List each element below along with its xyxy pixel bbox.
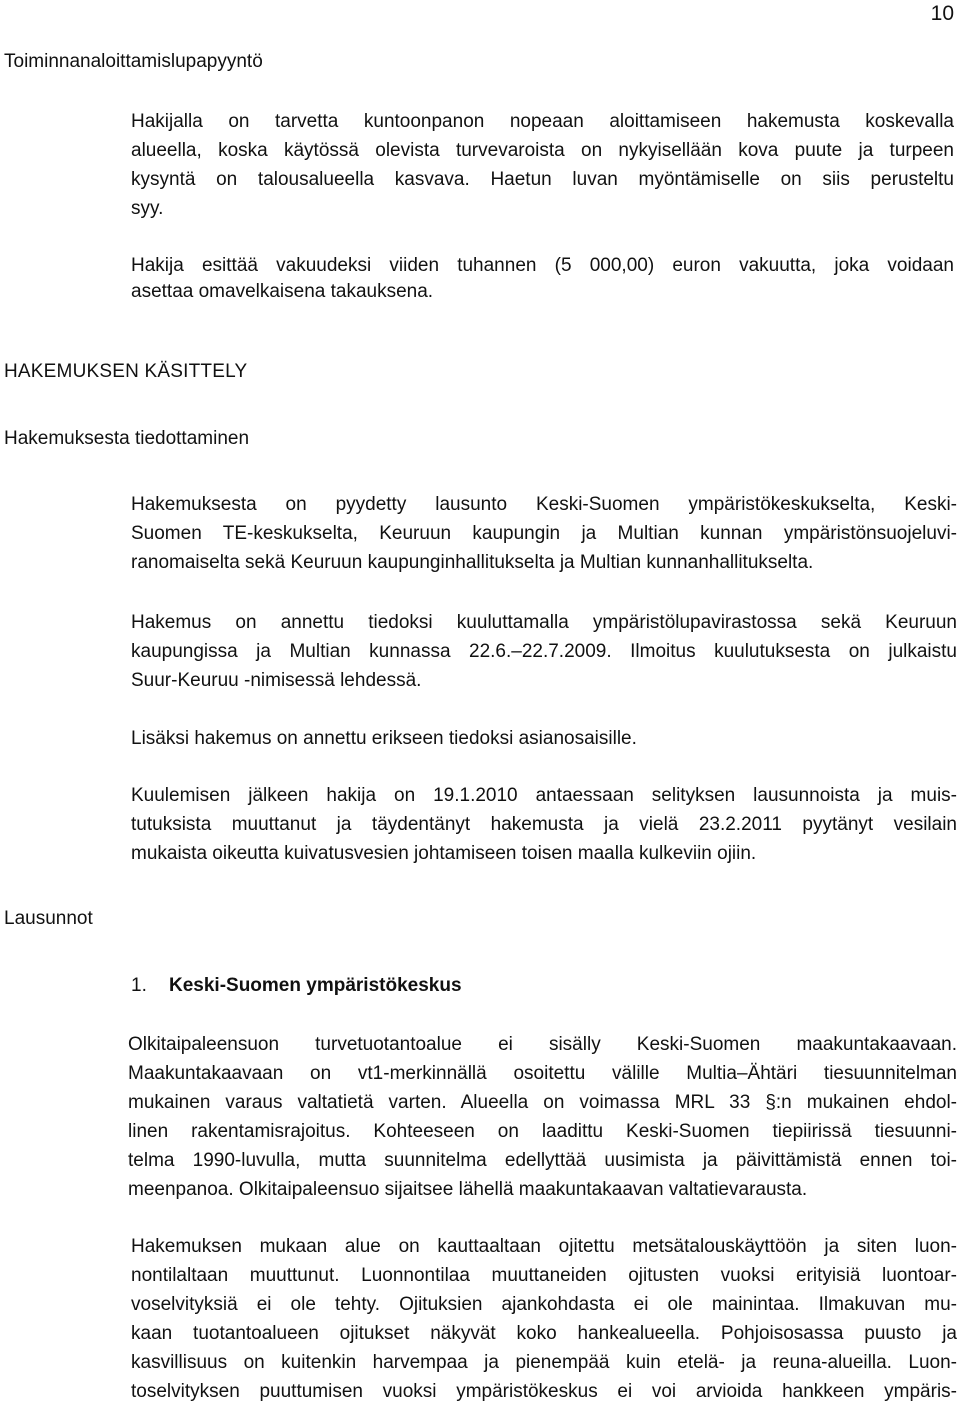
text-line: kasvillisuus on kuitenkin harvempaa ja pienempää kuin etelä- ja reuna-alueilla. Luon- <box>131 1352 957 1373</box>
text-line: Hakijalla on tarvetta kuntoonpanon nopeaan aloittamiseen hakemusta koskevalla <box>131 111 954 132</box>
text-line: kaupungissa ja Multian kunnassa 22.6.–22.7.2009. Ilmoitus kuulutuksesta on julkaistu <box>131 641 957 662</box>
text-line: Kuulemisen jälkeen hakija on 19.1.2010 antaessaan selityksen lausunnoista ja muis- <box>131 785 957 806</box>
text-line: mukainen varaus valtatietä varten. Alueella on voimassa MRL 33 §:n mukainen ehdol- <box>128 1092 957 1113</box>
subheading-notification: Hakemuksesta tiedottaminen <box>4 428 250 449</box>
heading-processing: HAKEMUKSEN KÄSITTELY <box>4 361 248 382</box>
text-line: Suur-Keuruu -nimisessä lehdessä. <box>131 670 422 691</box>
text-line: mukaista oikeutta kuivatusvesien johtamiseen toisen maalla kulkeviin ojiin. <box>131 843 757 864</box>
text-line: telma 1990-luvulla, mutta suunnitelma edellyttää uusimista ja päivittämistä ennen toi- <box>128 1150 957 1171</box>
text-line: linen rakentamisrajoitus. Kohteeseen on laadittu Keski-Suomen tiepiirissä tiesuunni- <box>128 1121 957 1142</box>
text-line: Hakemuksesta on pyydetty lausunto Keski-Suomen ympäristökeskukselta, Keski- <box>131 494 957 515</box>
text-line: nontilaltaan muuttunut. Luonnontilaa muuttaneiden ojitusten vuoksi erityisiä luontoar- <box>131 1265 957 1286</box>
page-number: 10 <box>930 2 954 25</box>
text-line: alueella, koska käytössä olevista turvevaroista on nykyisellään kova puute ja turpeen <box>131 140 954 161</box>
text-line: Hakemus on annettu tiedoksi kuuluttamalla ympäristölupavirastossa sekä Keuruun <box>131 612 957 633</box>
text-line: tutuksista muuttanut ja täydentänyt hakemusta ja vielä 23.2.2011 pyytänyt vesilain <box>131 814 957 835</box>
statement-number: 1. <box>131 975 147 996</box>
text-line: Hakija esittää vakuudeksi viiden tuhannen (5 000,00) euron vakuutta, joka voidaan <box>131 255 954 276</box>
section-title: Toiminnanaloittamislupapyyntö <box>4 51 263 72</box>
text-line: voselvityksiä ei ole tehty. Ojituksien ajankohdasta ei ole mainintaa. Ilmakuvan mu- <box>131 1294 957 1315</box>
label-statements: Lausunnot <box>4 908 93 929</box>
text-line: Suomen TE-keskukselta, Keuruun kaupungin ja Multian kunnan ympäristönsuojeluvi- <box>131 523 957 544</box>
text-line: Maakuntakaavaan on vt1-merkinnällä osoitettu välille Multia–Ähtäri tiesuunnitelman <box>128 1063 957 1084</box>
text-line: kysyntä on talousalueella kasvava. Haetun luvan myöntämiselle on siis perusteltu <box>131 169 954 190</box>
text-line: meenpanoa. Olkitaipaleensuo sijaitsee lähellä maakuntakaavan valtatievarausta. <box>128 1179 808 1200</box>
statement-title: Keski-Suomen ympäristökeskus <box>169 975 462 996</box>
text-line: ranomaiselta sekä Keuruun kaupunginhallitukselta ja Multian kunnanhallitukselta. <box>131 552 814 573</box>
text-line: toselvityksen puuttumisen vuoksi ympäristökeskus ei voi arvioida hankkeen ympäris- <box>131 1381 957 1402</box>
text-line: asettaa omavelkaisena takauksena. <box>131 281 434 302</box>
text-line: Olkitaipaleensuon turvetuotantoalue ei sisälly Keski-Suomen maakuntakaavaan. <box>128 1034 957 1055</box>
text-line: syy. <box>131 198 164 219</box>
text-line: Hakemuksen mukaan alue on kauttaaltaan ojitettu metsätalouskäyttöön ja siten luon- <box>131 1236 957 1257</box>
text-line: Lisäksi hakemus on annettu erikseen tiedoksi asianosaisille. <box>131 728 637 749</box>
statement-1-heading <box>131 975 462 997</box>
text-line: kaan tuotantoalueen ojitukset näkyvät koko hankealueella. Pohjoisosassa puusto ja <box>131 1323 957 1344</box>
